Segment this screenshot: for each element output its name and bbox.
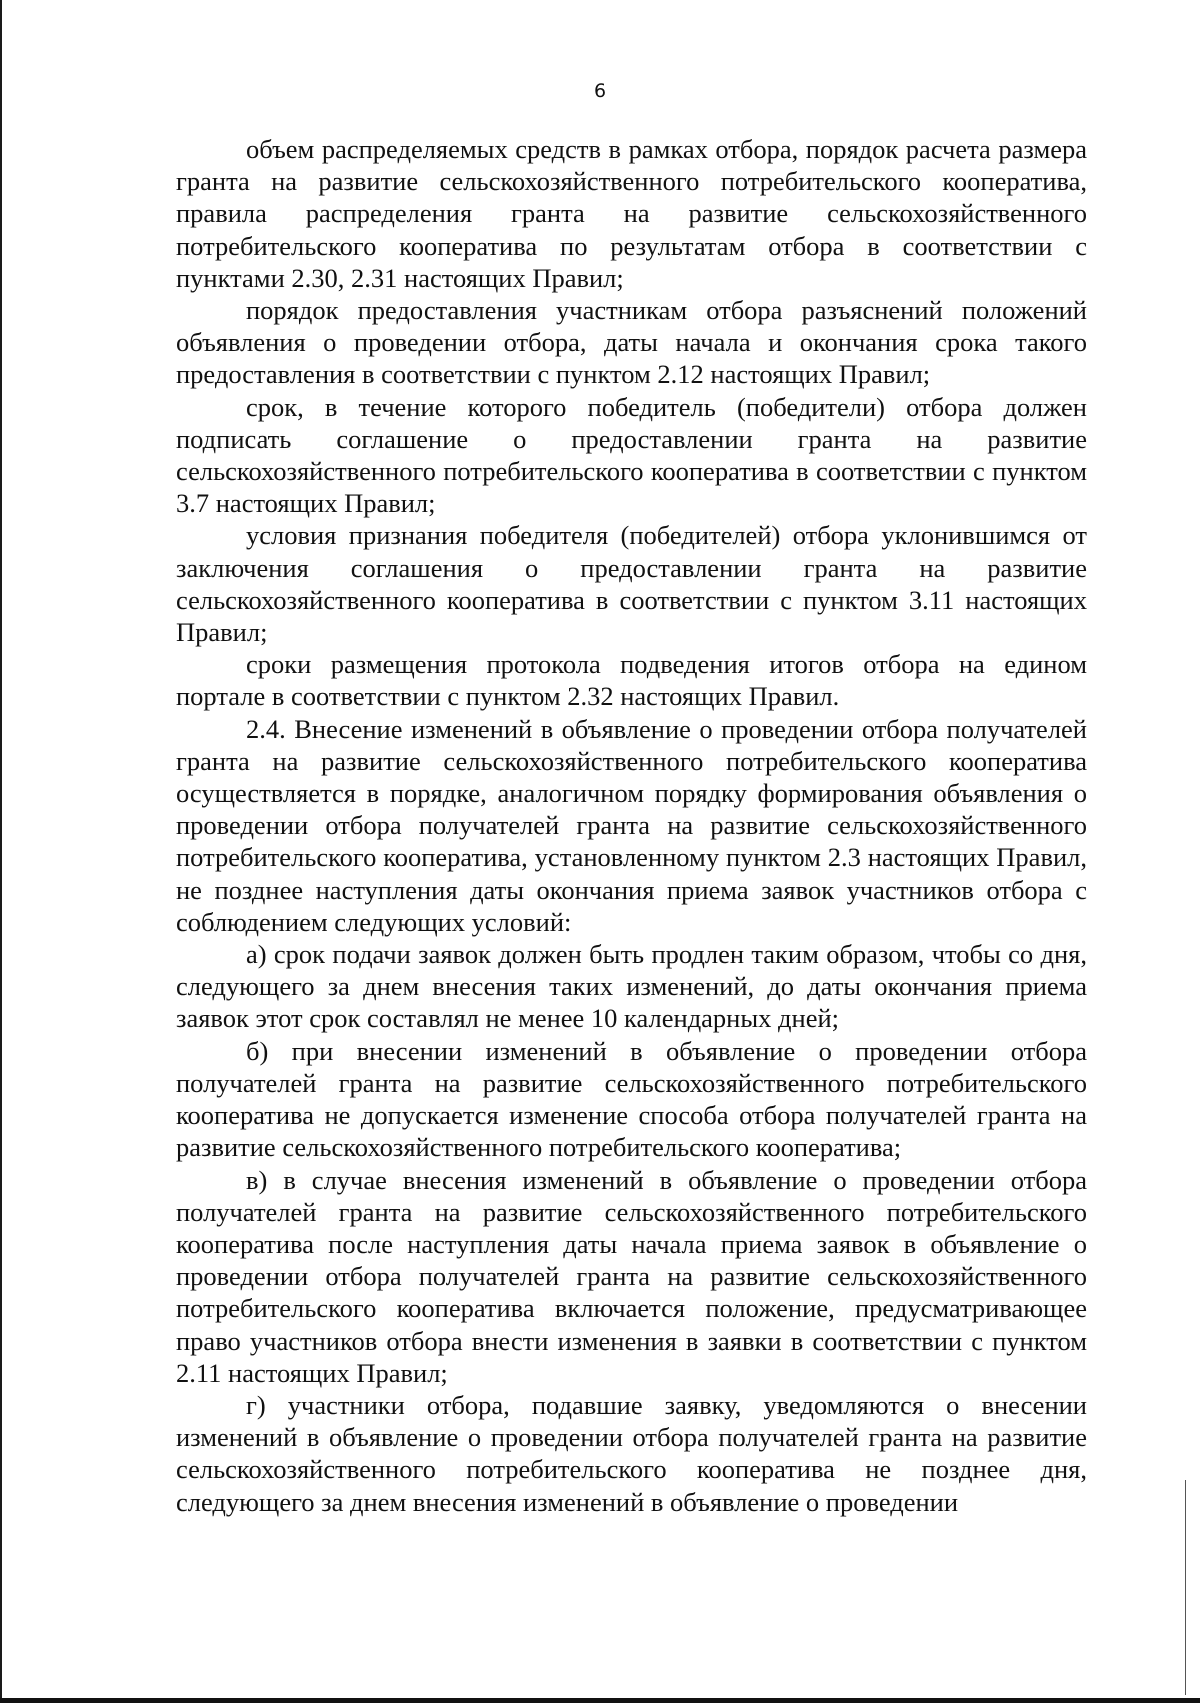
paragraph-item-g: г) участники отбора, подавшие заявку, уведомляются о внесении изменений в объявление о проведении отбора получателей гранта на развитие сельскохозяйственного потребительского кооператива не позднее дня, следующего за днем внесения изменений в объявление о проведении [176, 1389, 1087, 1517]
scan-right-edge [1185, 1480, 1186, 1695]
paragraph-item-a: а) срок подачи заявок должен быть продлен таким образом, чтобы со дня, следующего за днем внесения таких изменений, до даты окончания приема заявок этот срок составлял не менее 10 календарных дней; [176, 939, 1087, 1034]
paragraph-protocol-terms: сроки размещения протокола подведения итогов отбора на едином портале в соответствии с пунктом 2.32 настоящих Правил. [176, 649, 1087, 712]
document-body [176, 133, 1087, 1518]
paragraph-budget: объем распределяемых средств в рамках отбора, порядок расчета размера гранта на развитие сельскохозяйственного потребительского кооператива, правила распределения гранта на развитие сельскохозяйственного потребительского кооператива по результатам отбора в соответствии с пунктами 2.30, 2.31 настоящих Правил; [176, 134, 1087, 293]
paragraph-item-v: в) в случае внесения изменений в объявление о проведении отбора получателей гранта на развитие сельскохозяйственного потребительского кооператива после наступления даты начала приема заявок в объявление о проведении отбора получателей гранта на развитие сельскохозяйственного потребительского кооператива включается положение, предусматривающее право участников отбора внести изменения в заявки в соответствии с пунктом 2.11 настоящих Правил; [176, 1164, 1087, 1388]
paragraph-clarifications: порядок предоставления участникам отбора разъяснений положений объявления о проведении отбора, даты начала и окончания срока такого предоставления в соответствии с пунктом 2.12 настоящих Правил; [176, 295, 1087, 390]
paragraph-2-4: 2.4. Внесение изменений в объявление о проведении отбора получателей гранта на развитие сельскохозяйственного потребительского кооператива осуществляется в порядке, аналогичном порядку формирования объявления о проведении отбора получателей гранта на развитие сельскохозяйственного потребительского кооператива, установленному пунктом 2.3 настоящих Правил, не позднее наступления даты окончания приема заявок участников отбора с соблюдением следующих условий: [176, 713, 1087, 937]
paragraph-evasion-conditions: условия признания победителя (победителей) отбора уклонившимся от заключения соглашения о предоставлении гранта на развитие сельскохозяйственного кооператива в соответствии с пунктом 3.11 настоящих Правил; [176, 520, 1087, 648]
page-number: 6 [593, 80, 607, 102]
paragraph-item-b: б) при внесении изменений в объявление о проведении отбора получателей гранта на развитие сельскохозяйственного потребительского кооператива не допускается изменение способа отбора получателей гранта на развитие сельскохозяйственного потребительского кооператива; [176, 1035, 1087, 1163]
paragraph-agreement-term: срок, в течение которого победитель (победители) отбора должен подписать соглашение о предоставлении гранта на развитие сельскохозяйственного потребительского кооператива в соответствии с пунктом 3.7 настоящих Правил; [176, 391, 1087, 519]
scan-left-edge [0, 0, 2, 1703]
scan-bottom-edge [0, 1698, 1200, 1703]
